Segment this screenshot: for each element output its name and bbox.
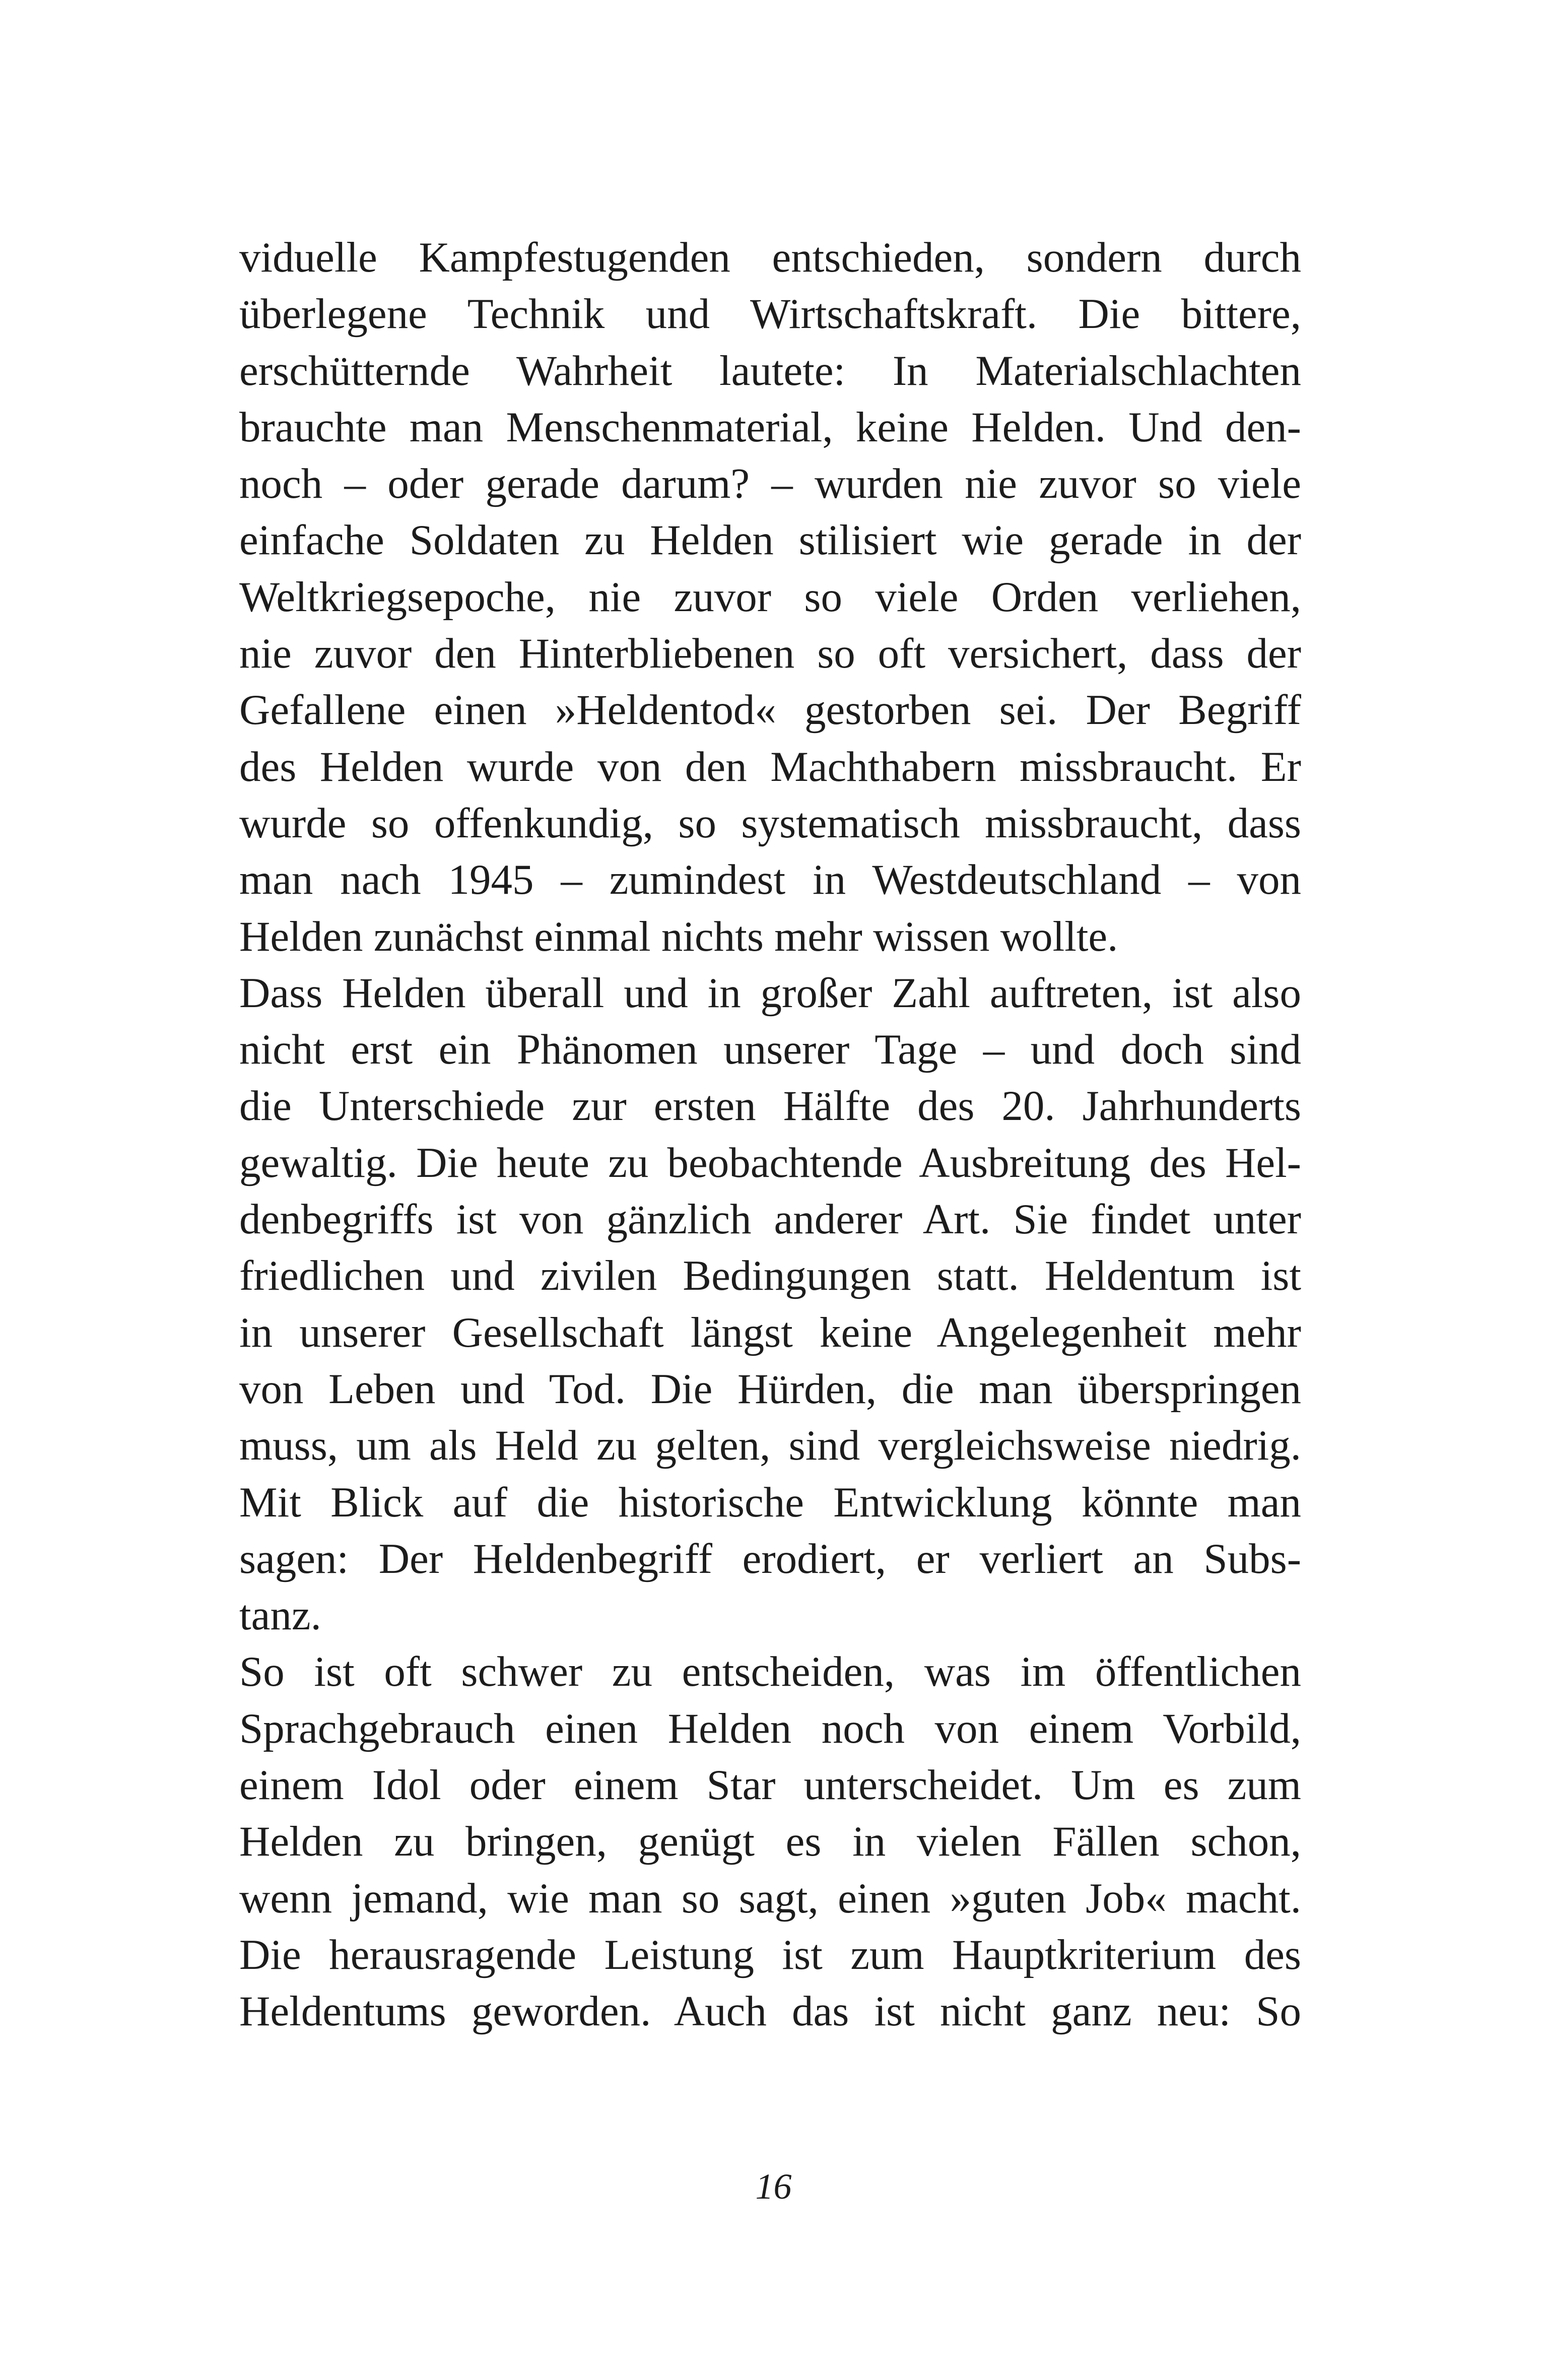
text-line: erschütternde Wahrheit lautete: In Materialschlachten [239, 347, 1301, 394]
text-line: viduelle Kampfestugenden entschieden, sondern durch [239, 234, 1301, 281]
text-line: Die herausragende Leistung ist zum Hauptkriterium des [239, 1931, 1301, 1978]
text-line: von Leben und Tod. Die Hürden, die man überspringen [239, 1365, 1301, 1413]
text-line: Heldentums geworden. Auch das ist nicht ganz neu: So [239, 1988, 1301, 2035]
text-line: noch – oder gerade darum? – wurden nie zuvor so viele [239, 460, 1301, 508]
text-line: tanz. [239, 1592, 321, 1639]
text-line: wurde so offenkundig, so systematisch missbraucht, dass [239, 799, 1301, 847]
text-line: wenn jemand, wie man so sagt, einen »guten Job« macht. [239, 1874, 1301, 1922]
text-line: die Unterschiede zur ersten Hälfte des 20. Jahrhunderts [239, 1082, 1301, 1130]
text-line: brauchte man Menschenmaterial, keine Helden. Und den- [239, 403, 1301, 451]
text-line: Gefallene einen »Heldentod« gestorben sei. Der Begriff [239, 686, 1301, 734]
text-line: einfache Soldaten zu Helden stilisiert wie gerade in der [239, 516, 1301, 564]
text-line: Weltkriegsepoche, nie zuvor so viele Orden verliehen, [239, 573, 1301, 621]
text-line: Helden zunächst einmal nichts mehr wissen wollte. [239, 912, 1118, 960]
body-text [239, 229, 1301, 2040]
text-line: denbegriffs ist von gänzlich anderer Art. Sie findet unter [239, 1196, 1301, 1243]
text-line: Sprachgebrauch einen Helden noch von einem Vorbild, [239, 1704, 1301, 1752]
text-line: in unserer Gesellschaft längst keine Angelegenheit mehr [239, 1308, 1301, 1356]
text-line: nie zuvor den Hinterbliebenen so oft versichert, dass der [239, 630, 1301, 678]
text-line: So ist oft schwer zu entscheiden, was im öffentlichen [239, 1648, 1301, 1696]
text-line: nicht erst ein Phänomen unserer Tage – und doch sind [239, 1026, 1301, 1074]
text-line: gewaltig. Die heute zu beobachtende Ausbreitung des Hel- [239, 1139, 1301, 1186]
text-line: des Helden wurde von den Machthabern missbraucht. Er [239, 743, 1301, 790]
text-line: Dass Helden überall und in großer Zahl auftreten, ist also [239, 969, 1301, 1017]
text-line: überlegene Technik und Wirtschaftskraft. Die bittere, [239, 290, 1301, 338]
text-line: sagen: Der Heldenbegriff erodiert, er verliert an Subs- [239, 1535, 1301, 1582]
page-number: 16 [755, 2166, 792, 2207]
text-line: friedlichen und zivilen Bedingungen statt. Heldentum ist [239, 1252, 1301, 1300]
text-line: man nach 1945 – zumindest in Westdeutschland – von [239, 856, 1301, 904]
text-line: Helden zu bringen, genügt es in vielen Fällen schon, [239, 1818, 1301, 1866]
text-line: Mit Blick auf die historische Entwicklung könnte man [239, 1478, 1301, 1526]
text-line: einem Idol oder einem Star unterscheidet. Um es zum [239, 1761, 1301, 1809]
text-line: muss, um als Held zu gelten, sind vergleichsweise niedrig. [239, 1422, 1301, 1470]
